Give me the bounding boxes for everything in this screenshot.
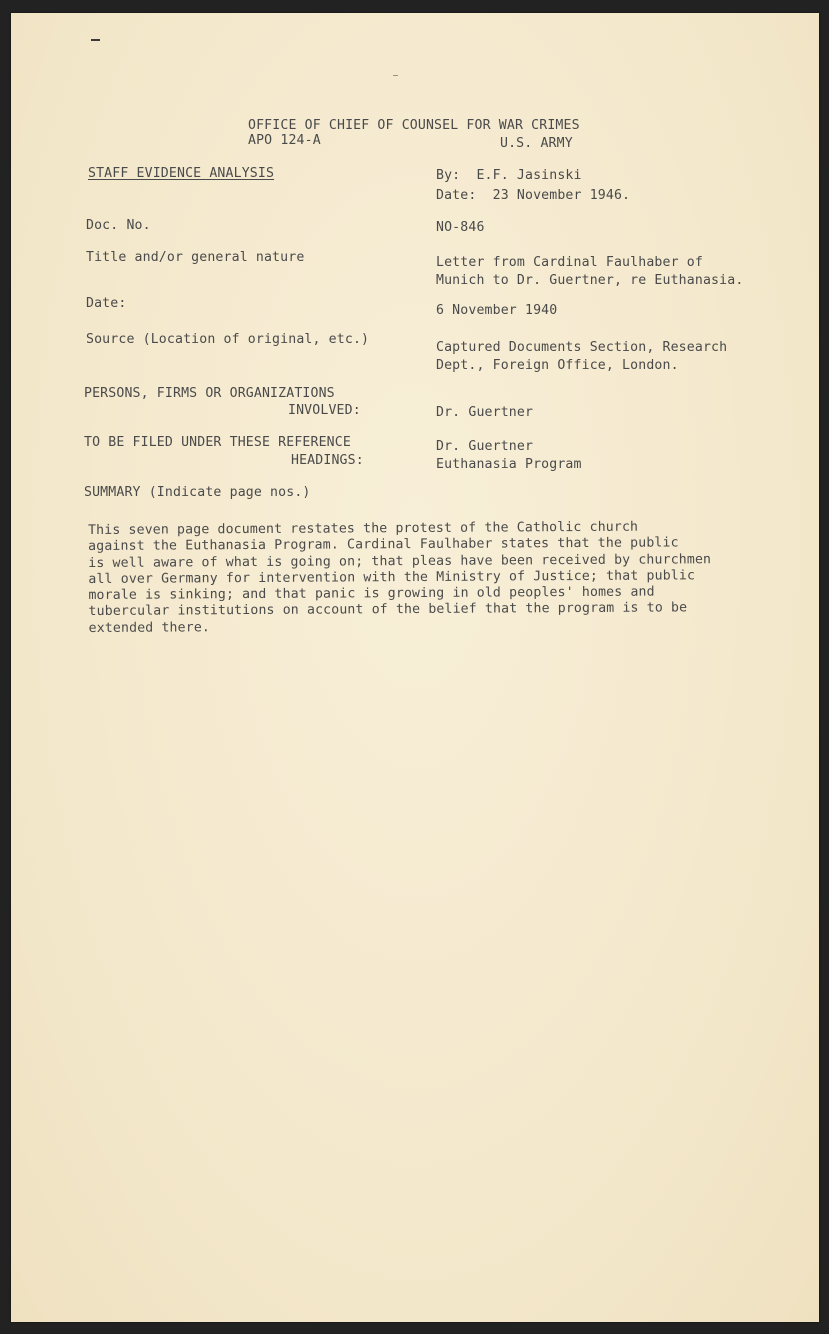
document-page <box>11 13 819 1322</box>
filed-label-line1: TO BE FILED UNDER THESE REFERENCE <box>84 435 351 450</box>
stray-mark <box>393 75 398 76</box>
source-value-line1: Captured Documents Section, Research <box>436 340 728 355</box>
persons-label-line1: PERSONS, FIRMS OR ORGANIZATIONS <box>84 386 335 401</box>
persons-label-line2: INVOLVED: <box>288 403 361 418</box>
title-value-line2: Munich to Dr. Guertner, re Euthanasia. <box>436 273 744 288</box>
stray-mark <box>91 39 100 41</box>
filed-label-line2: HEADINGS: <box>291 453 364 468</box>
analyst-by: By: E.F. Jasinski <box>436 168 582 183</box>
analysis-date: Date: 23 November 1946. <box>436 188 631 203</box>
title-value-line1: Letter from Cardinal Faulhaber of <box>436 255 703 270</box>
date-label: Date: <box>86 296 127 311</box>
apo-number: APO 124-A <box>248 133 321 148</box>
persons-value: Dr. Guertner <box>436 405 534 420</box>
doc-no-label: Doc. No. <box>86 218 151 233</box>
date-value: 6 November 1940 <box>436 303 558 318</box>
summary-label: SUMMARY (Indicate page nos.) <box>84 485 311 500</box>
doc-no-value: NO-846 <box>436 220 485 235</box>
source-value-line2: Dept., Foreign Office, London. <box>436 358 679 373</box>
filed-value-line2: Euthanasia Program <box>436 457 582 472</box>
summary-paragraph: This seven page document restates the protest of the Catholic church against the Euthanasia Program. Cardinal Faulhaber states that the public is well aware of what is going on; that pleas have been received by churchmen all over Germany for intervention with the Ministry of Justice; that public morale is sinking; and that panic is growing in old peoples' homes and tubercular institutions on account of the belief that the program is to be extended there. <box>88 519 712 636</box>
title-label: Title and/or general nature <box>86 250 305 265</box>
office-heading: OFFICE OF CHIEF OF COUNSEL FOR WAR CRIMES <box>248 118 580 133</box>
source-label: Source (Location of original, etc.) <box>86 332 370 347</box>
army-label: U.S. ARMY <box>500 136 573 151</box>
staff-evidence-analysis-title: STAFF EVIDENCE ANALYSIS <box>88 166 275 181</box>
filed-value-line1: Dr. Guertner <box>436 439 534 454</box>
